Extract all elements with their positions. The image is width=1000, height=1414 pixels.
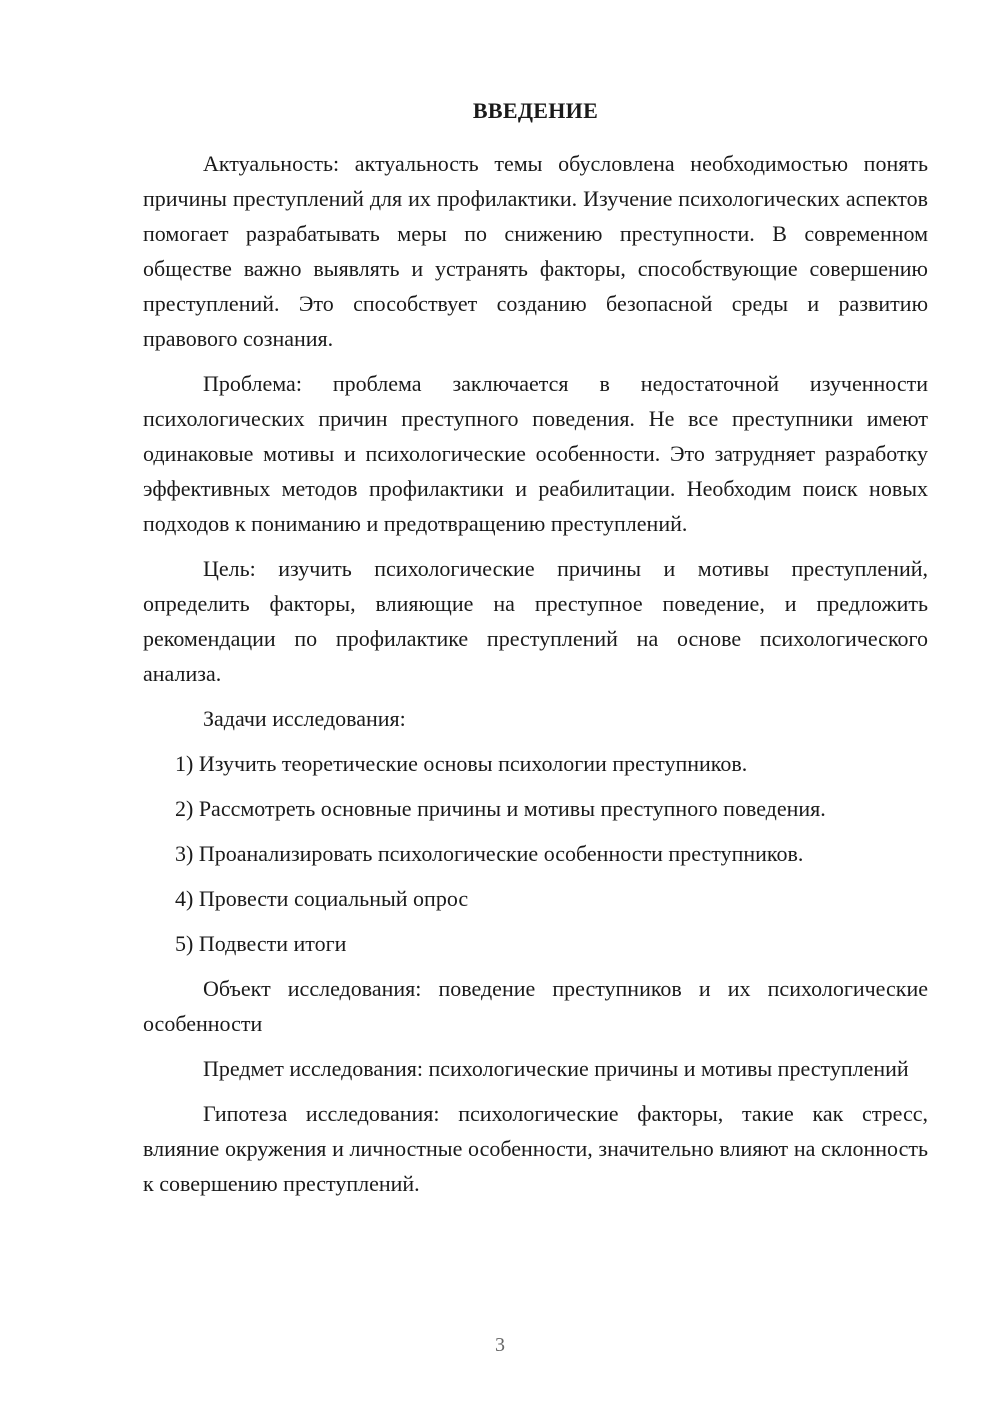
- paragraph-subject: Предмет исследования: психологические причины и мотивы преступлений: [203, 1056, 909, 1081]
- tasks-list: [143, 746, 928, 961]
- document-page: [143, 96, 928, 1211]
- page-number: 3: [495, 1334, 505, 1356]
- paragraph-hypothesis: Гипотеза исследования: психологические факторы, такие как стресс, влияние окружения и личностные особенности, значительно влияют на склонность к совершению преступлений.: [143, 1101, 928, 1196]
- task-item: 2) Рассмотреть основные причины и мотивы преступного поведения.: [175, 796, 826, 821]
- task-item: 3) Проанализировать психологические особенности преступников.: [175, 841, 804, 866]
- paragraph-problem: Проблема: проблема заключается в недостаточной изученности психологических причин преступного поведения. Не все преступники имеют одинаковые мотивы и психологические особенности. Это затрудняет разработку эффективных методов профилактики и реабилитации. Необходим поиск новых подходов к пониманию и предотвращению преступлений.: [143, 371, 928, 536]
- paragraph-goal: Цель: изучить психологические причины и мотивы преступлений, определить факторы, влияющие на преступное поведение, и предложить рекомендации по профилактике преступлений на основе психологического анализа.: [143, 556, 928, 686]
- paragraph-relevance: Актуальность: актуальность темы обусловлена необходимостью понять причины преступлений для их профилактики. Изучение психологических аспектов помогает разрабатывать меры по снижению преступности. В современном обществе важно выявлять и устранять факторы, способствующие совершению преступлений. Это способствует созданию безопасной среды и развитию правового сознания.: [143, 151, 928, 351]
- paragraph-object: Объект исследования: поведение преступников и их психологические особенности: [143, 976, 928, 1036]
- task-item: 5) Подвести итоги: [175, 931, 347, 956]
- section-title: ВВЕДЕНИЕ: [472, 98, 599, 123]
- tasks-heading: Задачи исследования:: [203, 706, 406, 731]
- task-item: 1) Изучить теоретические основы психологии преступников.: [175, 751, 748, 776]
- task-item: 4) Провести социальный опрос: [175, 886, 469, 911]
